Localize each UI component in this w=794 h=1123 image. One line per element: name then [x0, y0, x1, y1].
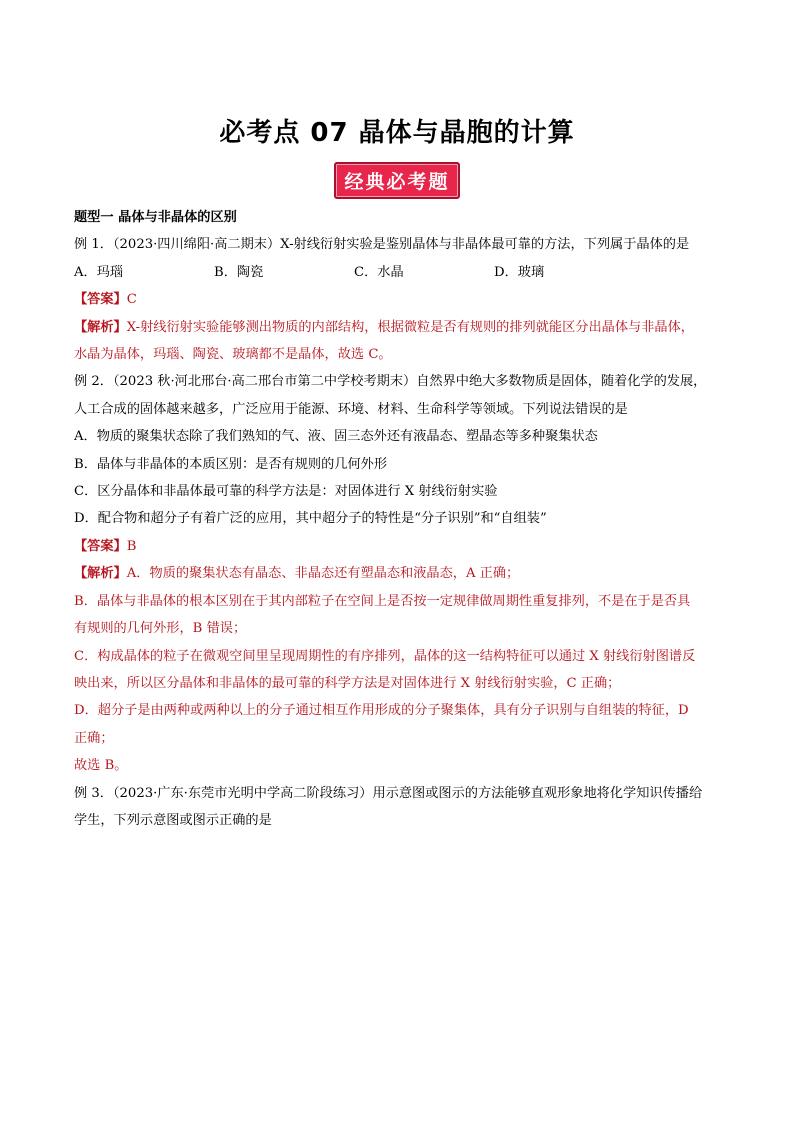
example-2-answer — [74, 533, 724, 560]
option-b: B．陶瓷 — [214, 264, 264, 280]
analysis-tag: 【解析】 — [74, 566, 127, 582]
example-2-stem: 例 2．（2023 秋·河北邢台·高二邢台市第二中学校考期末）自然界中绝大多数物质是固体，随着化学的发展， — [74, 374, 707, 390]
option-a: A．物质的聚集状态除了我们熟知的气、液、固三态外还有液晶态、塑晶态等多种聚集状态 — [74, 429, 598, 445]
example-2-analysis-line — [74, 560, 724, 587]
analysis-text: X-射线衍射实验能够测出物质的内部结构，根据微粒是否有规则的排列就能区分出晶体与非晶体， — [126, 319, 694, 335]
option-d: D．配合物和超分子有着广泛的应用，其中超分子的特性是“分子识别”和“自组装” — [74, 511, 547, 527]
example-2-analysis-line: 故选 B。 — [74, 758, 128, 774]
example-1-stem: 例 1．（2023·四川绵阳·高二期末）X-射线衍射实验是鉴别晶体与非晶体最可靠的方法，下列属于晶体的是 — [74, 237, 690, 253]
example-1-options — [74, 259, 724, 286]
example-2-analysis-line: B．晶体与非晶体的根本区别在于其内部粒子在空间上是否按一定规律做周期性重复排列，不是在于是否具 — [74, 593, 691, 609]
analysis-tag: 【解析】 — [74, 319, 127, 335]
example-2-analysis-line: 正确； — [74, 730, 114, 746]
option-d: D．玻璃 — [494, 264, 545, 280]
content-body — [74, 204, 724, 834]
example-1-answer — [74, 286, 724, 313]
badge-container — [0, 162, 794, 199]
example-2-analysis-line: 映出来，所以区分晶体和非晶体的最可靠的科学方法是对固体进行 X 射线衍射实验，C 正确； — [74, 675, 621, 691]
answer-value: B — [126, 538, 137, 554]
option-c: C．区分晶体和非晶体最可靠的科学方法是：对固体进行 X 射线衍射实验 — [74, 484, 498, 500]
option-c: C．水晶 — [354, 264, 404, 280]
answer-tag: 【答案】 — [74, 538, 127, 554]
example-2-stem: 人工合成的固体越来越多，广泛应用于能源、环境、材料、生命科学等领域。下列说法错误的是 — [74, 401, 628, 417]
example-3-stem: 例 3．（2023·广东·东莞市光明中学高二阶段练习）用示意图或图示的方法能够直观形象地将化学知识传播给 — [74, 785, 703, 801]
option-a: A．玛瑙 — [74, 264, 124, 280]
example-3-stem: 学生，下列示意图或图示正确的是 — [74, 812, 272, 828]
answer-value: C — [126, 292, 137, 308]
answer-tag: 【答案】 — [74, 292, 127, 308]
page-title: 必考点 07 晶体与晶胞的计算 — [219, 118, 575, 148]
example-1-analysis-line: 水晶为晶体，玛瑙、陶瓷、玻璃都不是晶体，故选 C。 — [74, 347, 392, 363]
example-2-analysis-line: C．构成晶体的粒子在微观空间里呈现周期性的有序排列，晶体的这一结构特征可以通过 X 射线衍射图谱反 — [74, 648, 696, 664]
classic-badge: 经典必考题 — [334, 162, 459, 199]
example-2-analysis-line: D．超分子是由两种或两种以上的分子通过相互作用形成的分子聚集体，具有分子识别与自组装的特征，D — [74, 703, 689, 719]
option-b: B．晶体与非晶体的本质区别：是否有规则的几何外形 — [74, 456, 388, 472]
example-2-analysis-line: 有规则的几何外形，B 错误； — [74, 621, 247, 637]
section-heading: 题型一 晶体与非晶体的区别 — [74, 210, 237, 225]
analysis-text: A．物质的聚集状态有晶态、非晶态还有塑晶态和液晶态，A 正确； — [126, 566, 520, 582]
example-1-analysis-line — [74, 314, 724, 341]
